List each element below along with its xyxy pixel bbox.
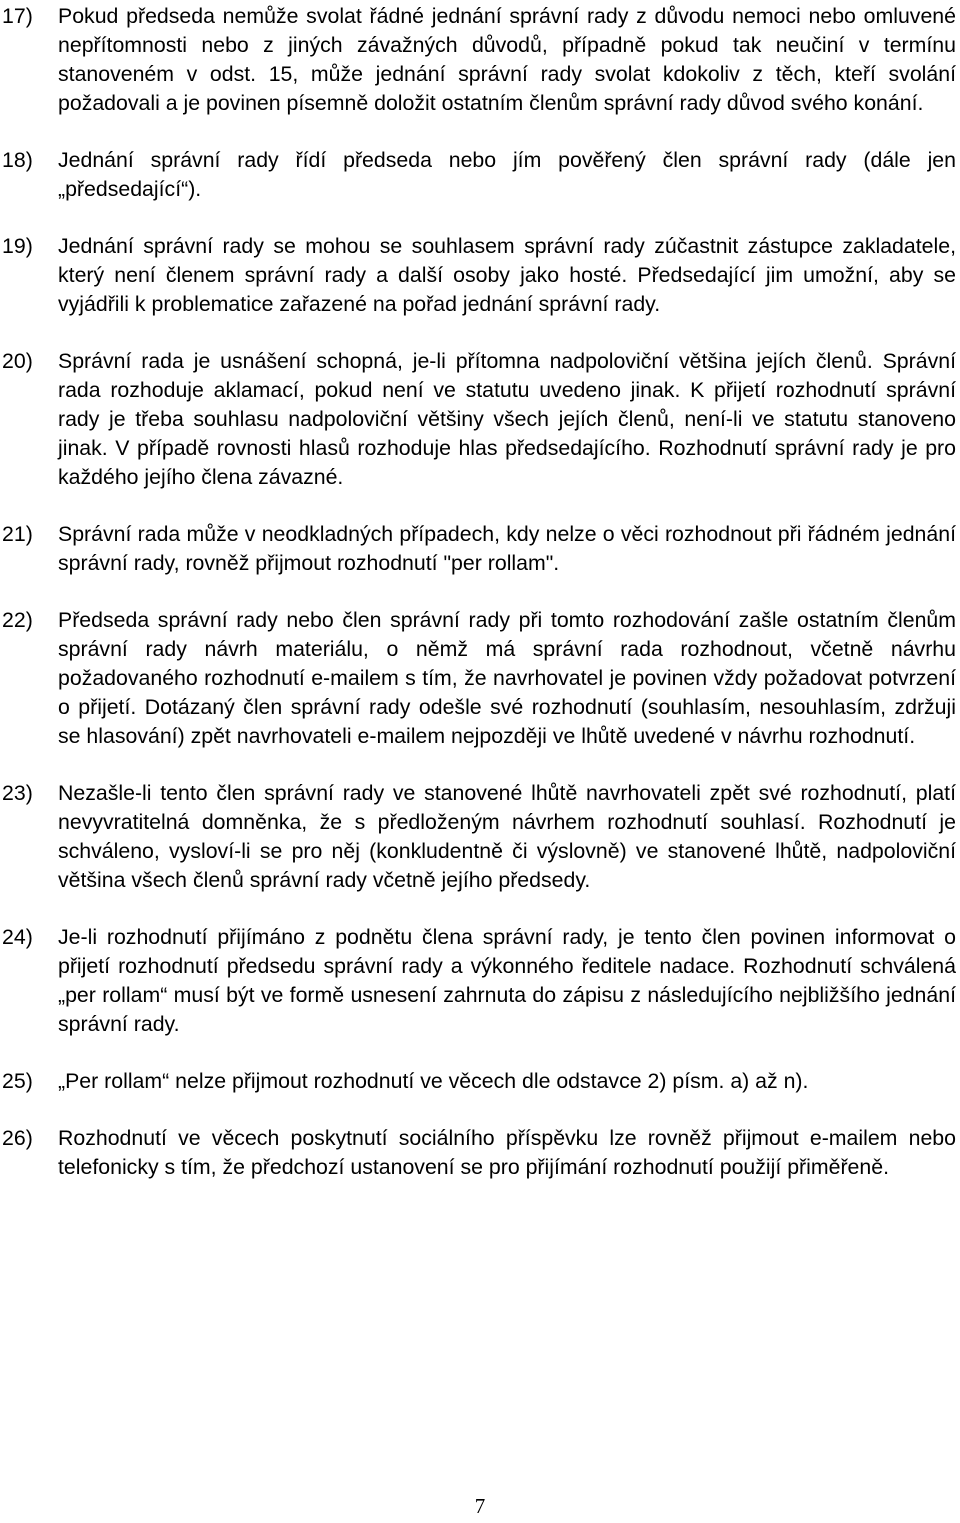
paragraph-number: 21) <box>2 522 33 546</box>
paragraph-text: „Per rollam“ nelze přijmout rozhodnutí ve věcech dle odstavce 2) písm. a) až n). <box>58 1069 809 1093</box>
paragraph-17 <box>2 2 956 118</box>
paragraph-text: Je-li rozhodnutí přijímáno z podnětu člena správní rady, je tento člen povinen informovat o přijetí rozhodnutí předsedu správní rady a výkonného ředitele nadace. Rozhodnutí schválená „per rollam“ musí být ve formě usnesení zahrnuta do zápisu z následujícího nejbližšího jednání správní rady. <box>58 925 956 1036</box>
paragraph-text: Předseda správní rady nebo člen správní rady při tomto rozhodování zašle ostatním členům správní rady návrh materiálu, o němž má správní rada rozhodnout, včetně návrhu požadovaného rozhodnutí e-mailem s tím, že navrhovatel je povinen vždy požadovat potvrzení o přijetí. Dotázaný člen správní rady odešle své rozhodnutí (souhlasím, nesouhlasím, zdržuji se hlasování) zpět navrhovateli e-mailem nejpozději ve lhůtě uvedené v návrhu rozhodnutí. <box>58 608 956 748</box>
paragraph-number: 22) <box>2 608 33 632</box>
paragraph-text: Pokud předseda nemůže svolat řádné jednání správní rady z důvodu nemoci nebo omluvené nepřítomnosti nebo z jiných závažných důvodů, případně pokud tak neučiní v termínu stanoveném v odst. 15, může jednání správní rady svolat kdokoliv z těch, kteří svolání požadovali a je povinen písemně doložit ostatním členům správní rady důvod svého konání. <box>58 4 956 115</box>
paragraph-19 <box>2 232 956 319</box>
paragraph-26 <box>2 1124 956 1182</box>
paragraph-22 <box>2 606 956 751</box>
paragraph-number: 25) <box>2 1069 33 1093</box>
paragraph-number: 26) <box>2 1126 33 1150</box>
paragraph-text: Správní rada může v neodkladných případech, kdy nelze o věci rozhodnout při řádném jednání správní rady, rovněž přijmout rozhodnutí "per rollam". <box>58 522 956 575</box>
paragraph-number: 18) <box>2 148 33 172</box>
paragraph-number: 20) <box>2 349 33 373</box>
paragraph-21 <box>2 520 956 578</box>
page-number: 7 <box>474 1494 486 1518</box>
paragraph-number: 24) <box>2 925 33 949</box>
paragraph-text: Správní rada je usnášení schopná, je-li přítomna nadpoloviční většina jejích členů. Správní rada rozhoduje aklamací, pokud není ve statutu uvedeno jinak. K přijetí rozhodnutí správní rady je třeba souhlasu nadpoloviční většiny všech jejích členů, není-li ve statutu stanoveno jinak. V případě rovnosti hlasů rozhoduje hlas předsedajícího. Rozhodnutí správní rady je pro každého jejího člena závazné. <box>58 349 956 489</box>
paragraph-number: 19) <box>2 234 33 258</box>
paragraph-18 <box>2 146 956 204</box>
paragraph-text: Jednání správní rady řídí předseda nebo jím pověřený člen správní rady (dále jen „předsedající“). <box>58 148 956 201</box>
paragraph-number: 23) <box>2 781 33 805</box>
paragraph-text: Jednání správní rady se mohou se souhlasem správní rady zúčastnit zástupce zakladatele, který není členem správní rady a další osoby jako hosté. Předsedající jim umožní, aby se vyjádřili k problematice zařazené na pořad jednání správní rady. <box>58 234 956 316</box>
paragraph-text: Rozhodnutí ve věcech poskytnutí sociálního příspěvku lze rovněž přijmout e-mailem nebo telefonicky s tím, že předchozí ustanovení se pro přijímání rozhodnutí použijí přiměřeně. <box>58 1126 956 1179</box>
paragraph-number: 17) <box>2 4 33 28</box>
paragraph-24 <box>2 923 956 1039</box>
paragraph-text: Nezašle-li tento člen správní rady ve stanovené lhůtě navrhovateli zpět své rozhodnutí, platí nevyvratitelná domněnka, že s předloženým návrhem rozhodnutí souhlasí. Rozhodnutí je schváleno, vysloví-li se pro něj (konkludentně či výslovně) ve stanovené lhůtě, nadpoloviční většina všech členů správní rady včetně jejího předsedy. <box>58 781 956 892</box>
paragraph-23 <box>2 779 956 895</box>
paragraph-20 <box>2 347 956 492</box>
paragraph-25 <box>2 1067 956 1096</box>
